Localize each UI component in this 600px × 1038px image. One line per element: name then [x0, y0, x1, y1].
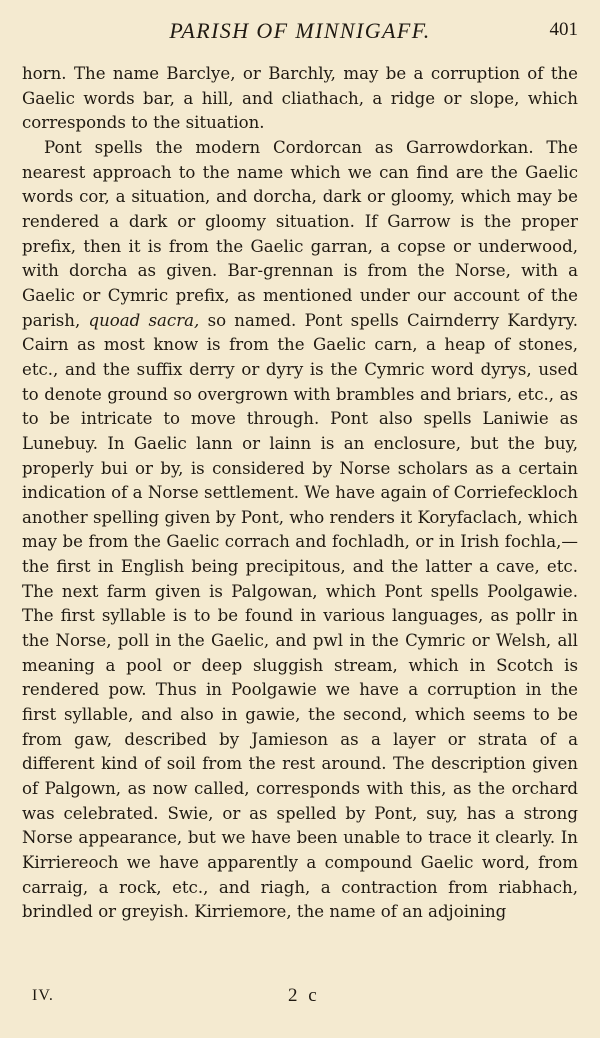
- latin-phrase: quoad sacra,: [88, 310, 200, 330]
- page-number: 401: [549, 19, 578, 40]
- paragraph-text-part-1: Pont spells the modern Cordorcan as Garrowdorkan. The nearest approach to the name which we can find are the Gaelic words cor, a situation, and dorcha, dark or gloomy, which may be rendered a dark or gloomy situation. If Garrow is the proper prefix, then it is from the Gaelic garran, a copse or underwood, with dorcha as given. Bar-grennan is from the Norse, with a Gaelic or Cymric prefix, as mentioned under our account of the parish,: [22, 137, 578, 330]
- sheet-signature: 2 c: [288, 985, 320, 1006]
- volume-signature: IV.: [32, 987, 54, 1004]
- running-title: PARISH OF MINNIGAFF.: [169, 18, 431, 43]
- body-text: [22, 62, 578, 925]
- paragraph-text-part-2: so named. Pont spells Cairnderry Kardyry. Cairn as most know is from the Gaelic carn, a heap of stones, etc., and the suffix derry or dyry is the Cymric word dyrys, used to denote ground so overgrown with brambles and briars, etc., as to be intricate to move through. Pont also spells Laniwie as Lunebuy. In Gaelic lann or lainn is an enclosure, but the buy, properly bui or by, is considered by Norse scholars as a certain indication of a Norse settlement. We have again of Corriefeckloch another spelling given by Pont, who renders it Koryfaclach, which may be from the Gaelic corrach and fochladh, or in Irish fochla,—the first in English being precipitous, and the latter a cave, etc. The next farm given is Palgowan, which Pont spells Poolgawie. The first syllable is to be found in various languages, as pollr in the Norse, poll in the Gaelic, and pwl in the Cymric or Welsh, all meaning a pool or deep sluggish stream, which in Scotch is rendered pow. Thus in Poolgawie we have a corruption in the first syllable, and also in gawie, the second, which seems to be from gaw, described by Jamieson as a layer or strata of a different kind of soil from the rest around. The description given of Palgown, as now called, corresponds with this, as the orchard was celebrated. Swie, or as spelled by Pont, suy, has a strong Norse appearance, but we have been unable to trace it clearly. In Kirriereoch we have apparently a compound Gaelic word, from carraig, a rock, etc., and riagh, a contraction from riabhach, brindled or greyish. Kirriemore, the name of an adjoining: [22, 310, 578, 922]
- page-footer: [30, 987, 570, 1011]
- page-header: [22, 18, 578, 48]
- paragraph-barclye: horn. The name Barclye, or Barchly, may be a corruption of the Gaelic words bar, a hill, and cliathach, a ridge or slope, which corresponds to the situation.: [22, 64, 578, 133]
- paragraph-place-names: [22, 136, 578, 925]
